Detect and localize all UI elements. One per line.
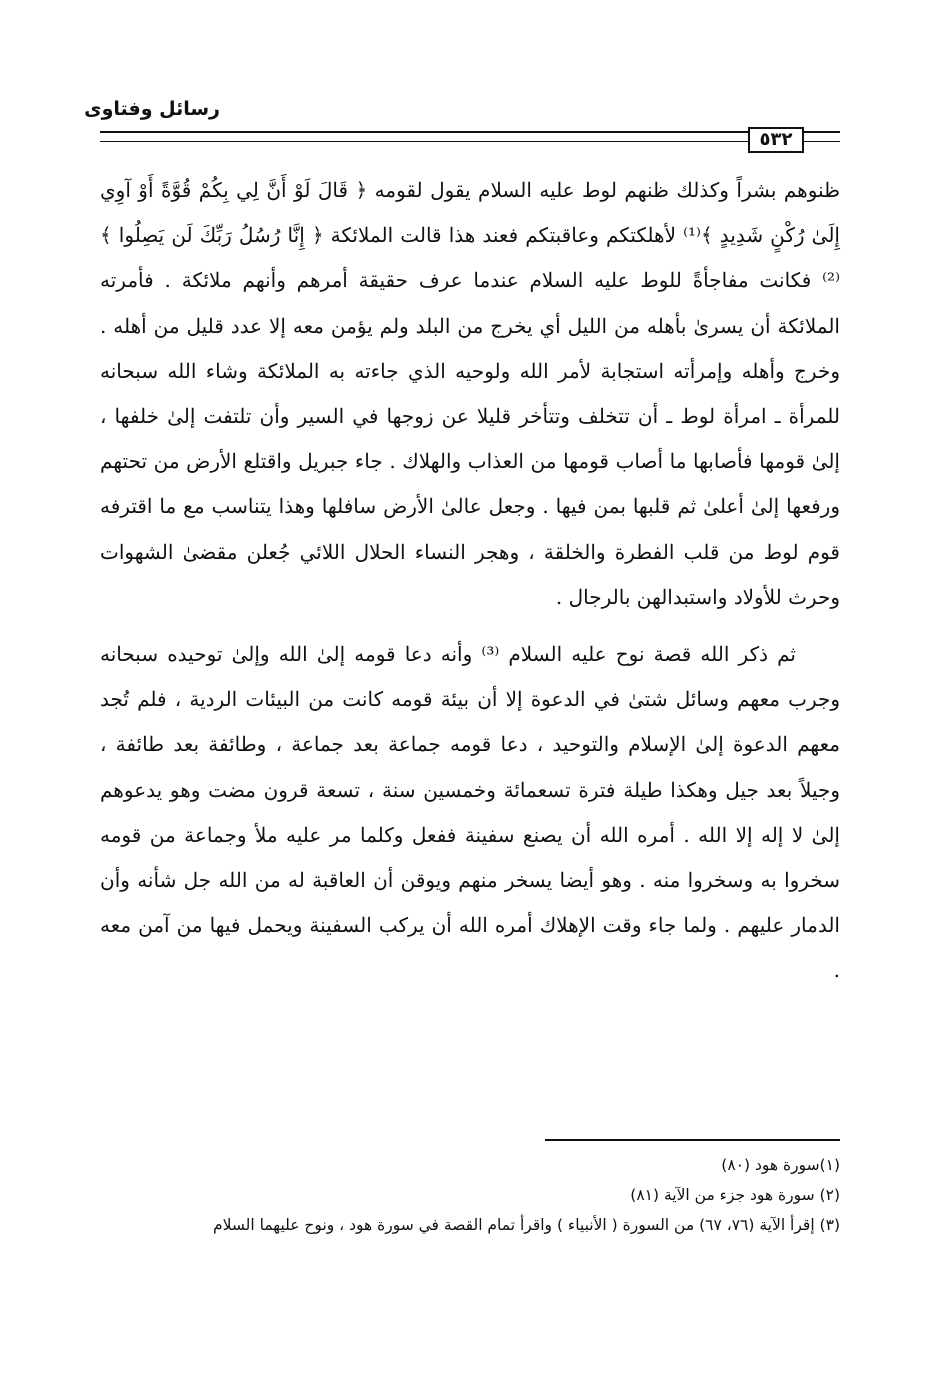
footnote-separator bbox=[545, 1139, 840, 1141]
paragraph-noah-story: ثم ذكر الله قصة نوح عليه السلام ⁽³⁾ وأنه دعا قومه إلىٰ الله وإلىٰ توحيده سبحانه وجرب معهم وسائل شتىٰ في الدعوة إلا أن بيئة قومه كانت من البيئات الردية ، فلم تُجد معهم الدعوة إلىٰ الإسلام والتوحيد ، دعا قومه جماعة بعد جماعة ، وطائفة بعد طائفة ، وجيلاً بعد جيل وهكذا طيلة فترة تسعمائة وخمسين سنة ، تسعة قرون مضت وهو يدعوهم إلىٰ لا إله إلا الله . أمره الله أن يصنع سفينة ففعل وكلما مر عليه ملأ وجماعة من قومه سخروا به وسخروا منه . وهو أيضا يسخر منهم ويوقن أن العاقبة له من الله جل شأنه وأن الدمار عليهم . ولما جاء وقت الإهلاك أمره الله أن يركب السفينة ويحمل فيها من آمن معه . bbox=[100, 642, 840, 983]
footnote-1: (١)سورة هود (٨٠) bbox=[721, 1156, 840, 1174]
header-rule-bottom bbox=[100, 141, 840, 142]
header-rule-top bbox=[100, 131, 840, 133]
footnotes bbox=[100, 1150, 840, 1240]
main-text bbox=[100, 168, 840, 994]
footnote-3: (٣) إقرأ الآية (٧٦، ٦٧) من السورة ( الأنبياء ) واقرأ تمام القصة في سورة هود ، ونوح عليهما السلام bbox=[212, 1216, 840, 1234]
running-title: رسائل وفتاوى bbox=[84, 98, 220, 120]
page-number: ٥٣٢ bbox=[748, 127, 804, 153]
paragraph-lot-story: ظنوهم بشراً وكذلك ظنهم لوط عليه السلام يقول لقومه ﴿ قَالَ لَوْ أَنَّ لِي بِكُمْ قُوَّةً أَوْ آوِي إِلَىٰ رُكْنٍ شَدِيدٍ ﴾⁽¹⁾ لأهلكتكم وعاقبتكم فعند هذا قالت الملائكة ﴿ إِنَّا رُسُلُ رَبِّكَ لَن يَصِلُوا ﴾⁽²⁾ فكانت مفاجأةً للوط عليه السلام عندما عرف حقيقة أمرهم وأنهم ملائكة . فأمرته الملائكة أن يسرىٰ بأهله من الليل أي يخرج من البلد ولم يؤمن معه إلا عدد قليل من أهله . وخرج وأهله وإمرأته استجابة لأمر الله ولوحيه الذي جاءته به الملائكة وشاء الله سبحانه للمرأة ـ امرأة لوط ـ أن تتخلف وتتأخر قليلا عن زوجها في السير وأن تلتفت إلىٰ خلفها ، إلىٰ قومها فأصابها ما أصاب قومها من العذاب والهلاك . جاء جبريل واقتلع الأرض من تحتهم ورفعها إلىٰ أعلىٰ ثم قلبها بمن فيها . وجعل عالىٰ الأرض سافلها وهذا يتناسب مع ما اقترفه قوم لوط من قلب الفطرة والخلقة ، وهجر النساء الحلال اللائي جُعلن مقضىٰ الشهوات وحرث للأولاد واستبدالهن بالرجال . bbox=[100, 178, 840, 609]
footnote-2: (٢) سورة هود جزء من الآية (٨١) bbox=[630, 1186, 840, 1204]
